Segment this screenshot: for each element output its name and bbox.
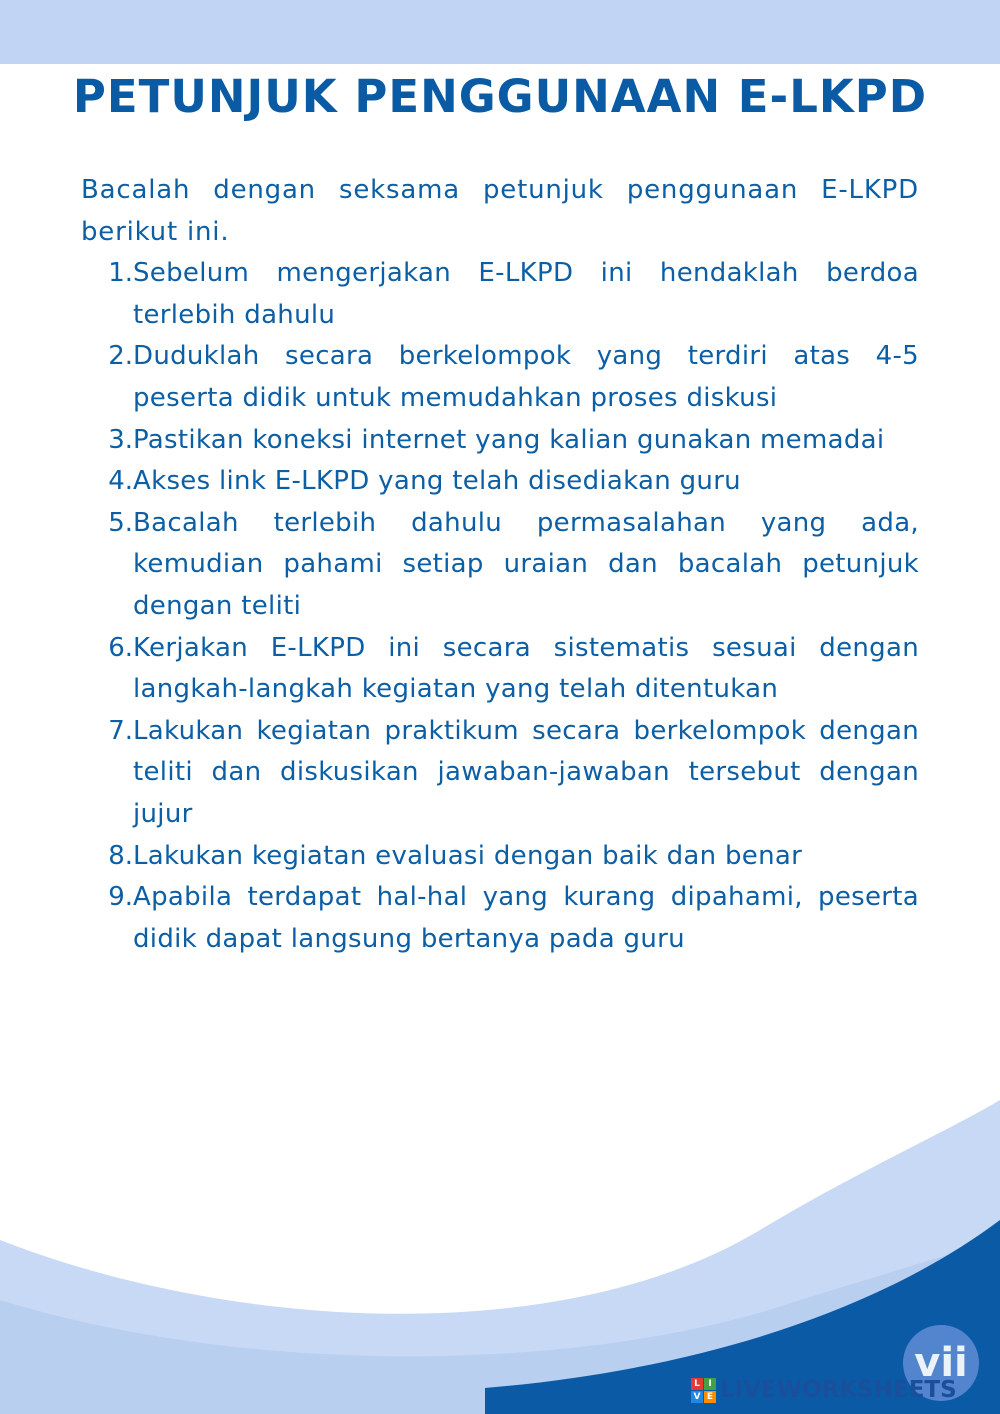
list-item [81,628,919,711]
step-number: 5. [108,507,133,538]
logo-letter-i: I [704,1378,716,1390]
step-text: Lakukan kegiatan evaluasi dengan baik dan benar [133,840,803,871]
list-item [81,336,919,419]
list-item [81,253,919,336]
step-text: Bacalah terlebih dahulu permasalahan yang ada, kemudian pahami setiap uraian dan bacalah petunjuk dengan teliti [133,507,919,621]
bottom-wave-decoration [0,1100,1000,1414]
step-number: 1. [108,258,133,289]
step-text: Apabila terdapat hal-hal yang kurang dipahami, peserta didik dapat langsung bertanya pada guru [133,882,919,954]
step-number: 4. [108,466,133,497]
step-number: 7. [108,715,133,746]
liveworksheets-logo [691,1377,957,1403]
list-item [81,461,919,503]
intro-paragraph: Bacalah dengan seksama petunjuk penggunaan E-LKPD berikut ini. [81,175,919,247]
logo-letter-l: L [691,1378,703,1390]
list-item [81,420,919,462]
list-item [81,503,919,628]
liveworksheets-wordmark: LIVEWORKSHEETS [720,1377,957,1403]
step-number: 8. [108,840,133,871]
step-number: 2. [108,341,133,372]
step-text: Sebelum mengerjakan E-LKPD ini hendaklah berdoa terlebih dahulu [133,258,919,330]
step-text: Kerjakan E-LKPD ini secara sistematis sesuai dengan langkah-langkah kegiatan yang telah ditentukan [133,632,919,705]
step-text: Duduklah secara berkelompok yang terdiri atas 4-5 peserta didik untuk memudahkan proses diskusi [133,341,919,413]
logo-letter-v: V [691,1391,703,1403]
step-text: Akses link E-LKPD yang telah disediakan guru [133,466,741,497]
logo-letter-e: E [704,1391,716,1403]
list-item [81,877,919,960]
liveworksheets-mark-icon [691,1378,716,1403]
step-number: 3. [108,424,133,455]
list-item [81,836,919,878]
step-text: Lakukan kegiatan praktikum secara berkelompok dengan teliti dan diskusikan jawaban-jawaban tersebut dengan jujur [133,715,919,829]
step-text: Pastikan koneksi internet yang kalian gunakan memadai [133,424,885,455]
list-item [81,711,919,836]
instruction-list [81,253,919,960]
page-number-badge: vii [903,1325,979,1401]
step-number: 6. [108,632,133,663]
step-number: 9. [108,882,133,913]
top-decorative-band [0,0,1000,64]
instructions-content [81,170,919,960]
page-title: PETUNJUK PENGGUNAAN E-LKPD [72,70,928,123]
